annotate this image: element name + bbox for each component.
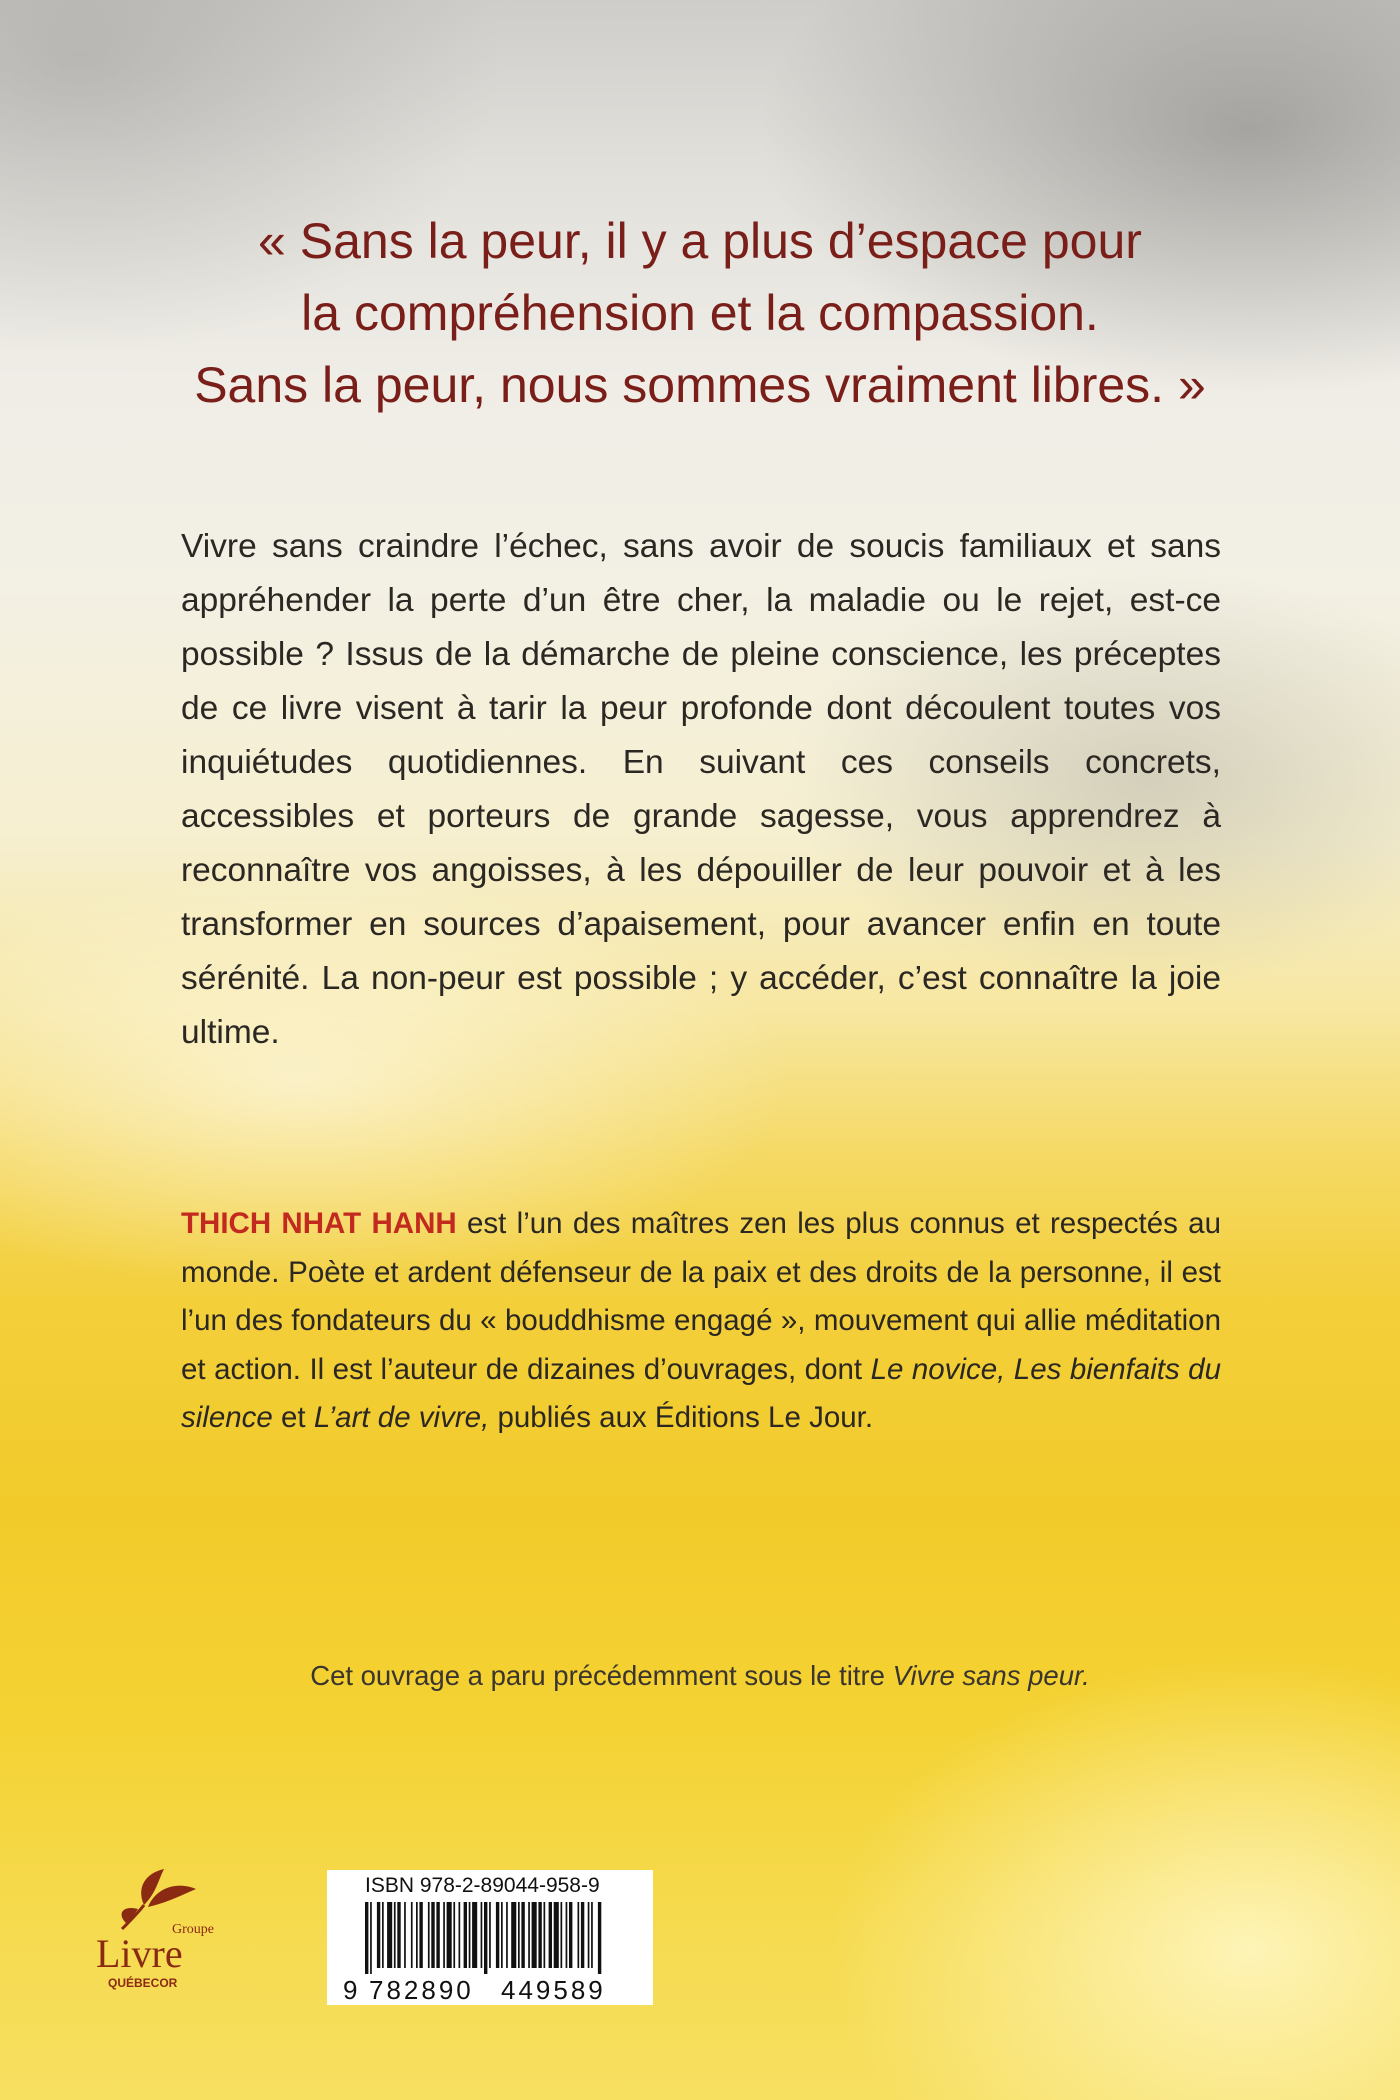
note-text: Cet ouvrage a paru précédemment sous le titre (310, 1660, 893, 1691)
barcode-bar (428, 1902, 430, 1968)
publisher-line: QUÉBECOR (108, 1976, 178, 1990)
bio-text: et (272, 1401, 314, 1434)
barcode-bar (511, 1902, 516, 1968)
barcode-bar (387, 1902, 392, 1968)
barcode-bar (436, 1902, 439, 1968)
barcode-graphic (341, 1902, 641, 2002)
barcode-bar (459, 1902, 461, 1968)
barcode-bar (581, 1902, 584, 1968)
barcode-bar (484, 1902, 487, 1974)
quote-line: « Sans la peur, il y a plus d’espace pour (258, 213, 1142, 269)
barcode-bar (382, 1902, 384, 1968)
barcode-bar (561, 1902, 563, 1968)
barcode-bar (447, 1902, 452, 1968)
publisher-line: Livre (96, 1931, 183, 1976)
barcode-digits: 782890 (369, 1975, 474, 2002)
barcode-bar (538, 1902, 541, 1968)
publisher-line: Groupe (172, 1922, 214, 1937)
barcode-bar (549, 1902, 552, 1968)
barcode-bar (578, 1902, 580, 1968)
barcode-bar (554, 1902, 559, 1968)
quote-line: Sans la peur, nous sommes vraiment libres. » (194, 357, 1206, 413)
barcode-bar (591, 1902, 593, 1968)
bio-text: est l’un des maîtres zen les plus connus et respectés au monde. Poète et ardent défenseur de la paix et des droits de la personne, il est l’un des fondateurs du « bouddhisme engagé », mouvement qui allie méditation et action. Il est l’auteur de dizaines d’ouvrages, dont (181, 1207, 1221, 1386)
barcode-bar (528, 1902, 530, 1968)
barcode-bar (566, 1902, 568, 1968)
barcode-bar (370, 1902, 372, 1974)
barcode-bar (365, 1902, 368, 1974)
isbn-label: ISBN 978-2-89044-958-9 (365, 1874, 600, 1897)
barcode (327, 1870, 653, 2005)
barcode-bar (453, 1902, 455, 1968)
publisher-logo (86, 1865, 256, 1995)
barcode-digits: 449589 (501, 1975, 606, 2002)
barcode-bar (394, 1902, 396, 1968)
barcode-bar (518, 1902, 520, 1968)
barcode-bar (397, 1902, 400, 1968)
barcode-bar (481, 1902, 483, 1968)
barcode-bar (569, 1902, 572, 1968)
author-name: THICH NHAT HANH (181, 1207, 457, 1240)
book-description: Vivre sans craindre l’échec, sans avoir de soucis familiaux et sans appréhender la perte d’un être cher, la maladie ou le rejet, est-ce possible ? Issus de la démarche de pleine conscience, les préceptes de ce livre visent à tarir la peur profonde dont découlent toutes vos inquiétudes quotidiennes. En suivant ces conseils concrets, accessibles et porteurs de grande sagesse, vous apprendrez à reconnaître vos angoisses, à les dépouiller de leur pouvoir et à les transformer en sources d’apaisement, pour avancer enfin en toute sérénité. La non-peur est possible ; y accéder, c’est connaître la joie ultime. (181, 528, 1221, 1051)
barcode-bar (469, 1902, 471, 1968)
barcode-bar (496, 1902, 499, 1968)
barcode-bar (598, 1902, 601, 1974)
previous-title: Vivre sans peur. (892, 1660, 1090, 1691)
barcode-bar (411, 1902, 413, 1968)
barcode-bar (489, 1902, 491, 1968)
barcode-bar (521, 1902, 524, 1968)
barcode-bar (377, 1902, 380, 1968)
book-title: Le novice, (870, 1352, 1006, 1386)
author-bio (181, 1200, 1221, 1443)
barcode-bar (501, 1902, 503, 1968)
book-title: L’art de vivre, (313, 1401, 490, 1434)
barcode-digits: 9 (343, 1975, 358, 2002)
barcode-bar (532, 1902, 537, 1968)
pull-quote (160, 205, 1240, 421)
bio-text (1005, 1353, 1013, 1386)
barcode-bar (544, 1902, 546, 1968)
barcode-bar (506, 1902, 508, 1968)
barcode-bar (431, 1902, 434, 1968)
barcode-bar (588, 1902, 590, 1968)
bio-text: publiés aux Éditions Le Jour. (489, 1401, 874, 1434)
quote-line: la compréhension et la compassion. (301, 285, 1099, 341)
barcode-bar (404, 1902, 406, 1968)
previous-title-note (0, 1656, 1400, 1696)
barcode-bar (416, 1902, 418, 1968)
barcode-bar (443, 1902, 445, 1968)
barcode-bar (472, 1902, 477, 1968)
book-title: Les bienfaits du silence (181, 1352, 1221, 1434)
barcode-bar (464, 1902, 467, 1968)
barcode-bar (419, 1902, 422, 1968)
